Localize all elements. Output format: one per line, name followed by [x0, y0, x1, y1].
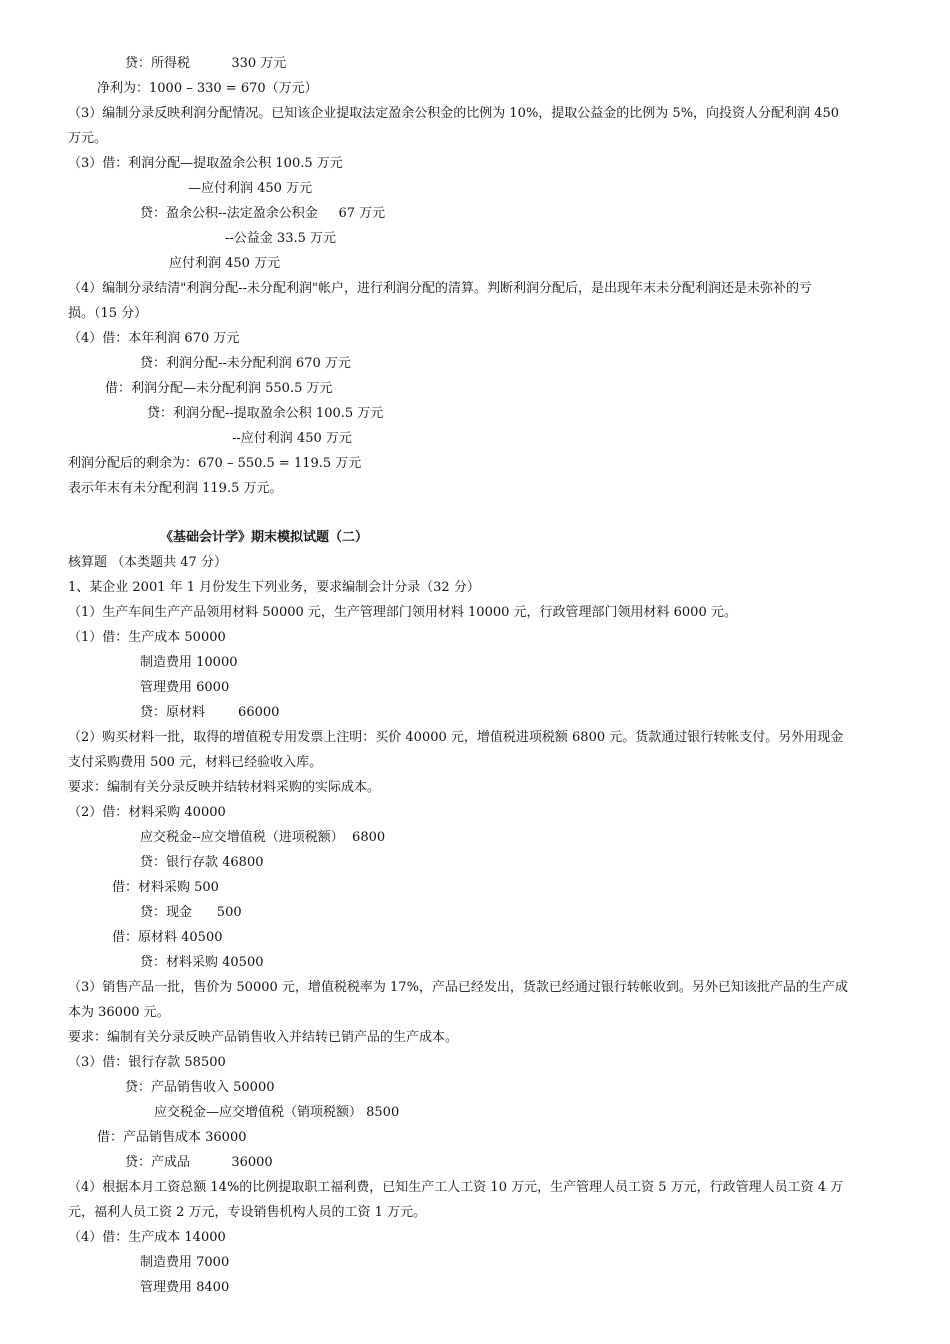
text-line: 要求：编制有关分录反映并结转材料采购的实际成本。: [68, 780, 381, 795]
text-line: 表示年末有未分配利润 119.5 万元。: [68, 481, 283, 496]
text-line: 贷：原材料 66000: [140, 705, 280, 720]
text-line: 应交税金—应交增值税（销项税额） 8500: [154, 1105, 400, 1120]
text-line: 净利为：1000 – 330 = 670（万元）: [97, 81, 318, 96]
text-line: 制造费用 7000: [140, 1255, 230, 1270]
text-line: 应交税金--应交增值税（进项税额） 6800: [140, 830, 386, 845]
text-line: 1、某企业 2001 年 1 月份发生下列业务，要求编制会计分录（32 分）: [68, 580, 480, 595]
text-line: 应付利润 450 万元: [169, 256, 281, 271]
text-line: （3）编制分录反映利润分配情况。已知该企业提取法定盈余公积金的比例为 10%，提取公益金的比例为 5%，向投资人分配利润 450: [68, 106, 839, 121]
text-line: （4）借：生产成本 14000: [68, 1230, 226, 1245]
text-line: 借：原材料 40500: [112, 930, 223, 945]
text-line: 损。（15 分）: [68, 306, 148, 321]
text-line: 支付采购费用 500 元，材料已经验收入库。: [68, 755, 323, 770]
text-line: 管理费用 6000: [140, 680, 230, 695]
text-line: 贷：所得税 330 万元: [125, 56, 287, 71]
text-line: 借：利润分配—未分配利润 550.5 万元: [105, 381, 333, 396]
text-line: --公益金 33.5 万元: [225, 231, 336, 246]
text-line: 借：产品销售成本 36000: [97, 1130, 247, 1145]
text-line: 贷：盈余公积--法定盈余公积金 67 万元: [140, 206, 386, 221]
text-line: （4）根据本月工资总额 14%的比例提取职工福利费，已知生产工人工资 10 万元，生产管理人员工资 5 万元，行政管理人员工资 4 万: [68, 1180, 844, 1195]
text-line: （2）购买材料一批，取得的增值税专用发票上注明：买价 40000 元，增值税进项税额 6800 元。货款通过银行转帐支付。另外用现金: [68, 730, 844, 745]
text-line: （4）借：本年利润 670 万元: [68, 331, 240, 346]
text-line: 万元。: [68, 131, 108, 146]
text-line: （3）销售产品一批，售价为 50000 元，增值税税率为 17%，产品已经发出，货款已经通过银行转帐收到。另外已知该批产品的生产成: [68, 980, 848, 995]
text-line: 贷：产品销售收入 50000: [125, 1080, 275, 1095]
text-line: （3）借：利润分配—提取盈余公积 100.5 万元: [68, 156, 343, 171]
text-line: （3）借：银行存款 58500: [68, 1055, 226, 1070]
text-line: 贷：利润分配--未分配利润 670 万元: [140, 356, 351, 371]
text-line: 要求：编制有关分录反映产品销售收入并结转已销产品的生产成本。: [68, 1030, 459, 1045]
text-line: （2）借：材料采购 40000: [68, 805, 226, 820]
text-line: 核算题 （本类题共 47 分）: [68, 555, 227, 570]
text-line: 利润分配后的剩余为：670 – 550.5 = 119.5 万元: [68, 456, 362, 471]
text-line: 本为 36000 元。: [68, 1005, 170, 1020]
text-line: 制造费用 10000: [140, 655, 238, 670]
text-line: 贷：利润分配--提取盈余公积 100.5 万元: [147, 406, 384, 421]
text-line: 贷：产成品 36000: [125, 1155, 273, 1170]
section-title: 《基础会计学》期末模拟试题（二）: [160, 530, 369, 545]
text-line: （1）生产车间生产产品领用材料 50000 元，生产管理部门领用材料 10000 元，行政管理部门领用材料 6000 元。: [68, 605, 737, 620]
text-line: 管理费用 8400: [140, 1280, 230, 1295]
text-line: 贷：现金 500: [140, 905, 242, 920]
text-line: 贷：材料采购 40500: [140, 955, 264, 970]
text-line: 元，福利人员工资 2 万元，专设销售机构人员的工资 1 万元。: [68, 1205, 427, 1220]
text-line: —应付利润 450 万元: [188, 181, 313, 196]
text-line: （4）编制分录结清"利润分配--未分配利润"帐户，进行利润分配的清算。判断利润分配后，是出现年末未分配利润还是未弥补的亏: [68, 281, 813, 296]
text-line: --应付利润 450 万元: [232, 431, 352, 446]
text-line: 借：材料采购 500: [112, 880, 219, 895]
text-line: 贷：银行存款 46800: [140, 855, 264, 870]
text-line: （1）借：生产成本 50000: [68, 630, 226, 645]
